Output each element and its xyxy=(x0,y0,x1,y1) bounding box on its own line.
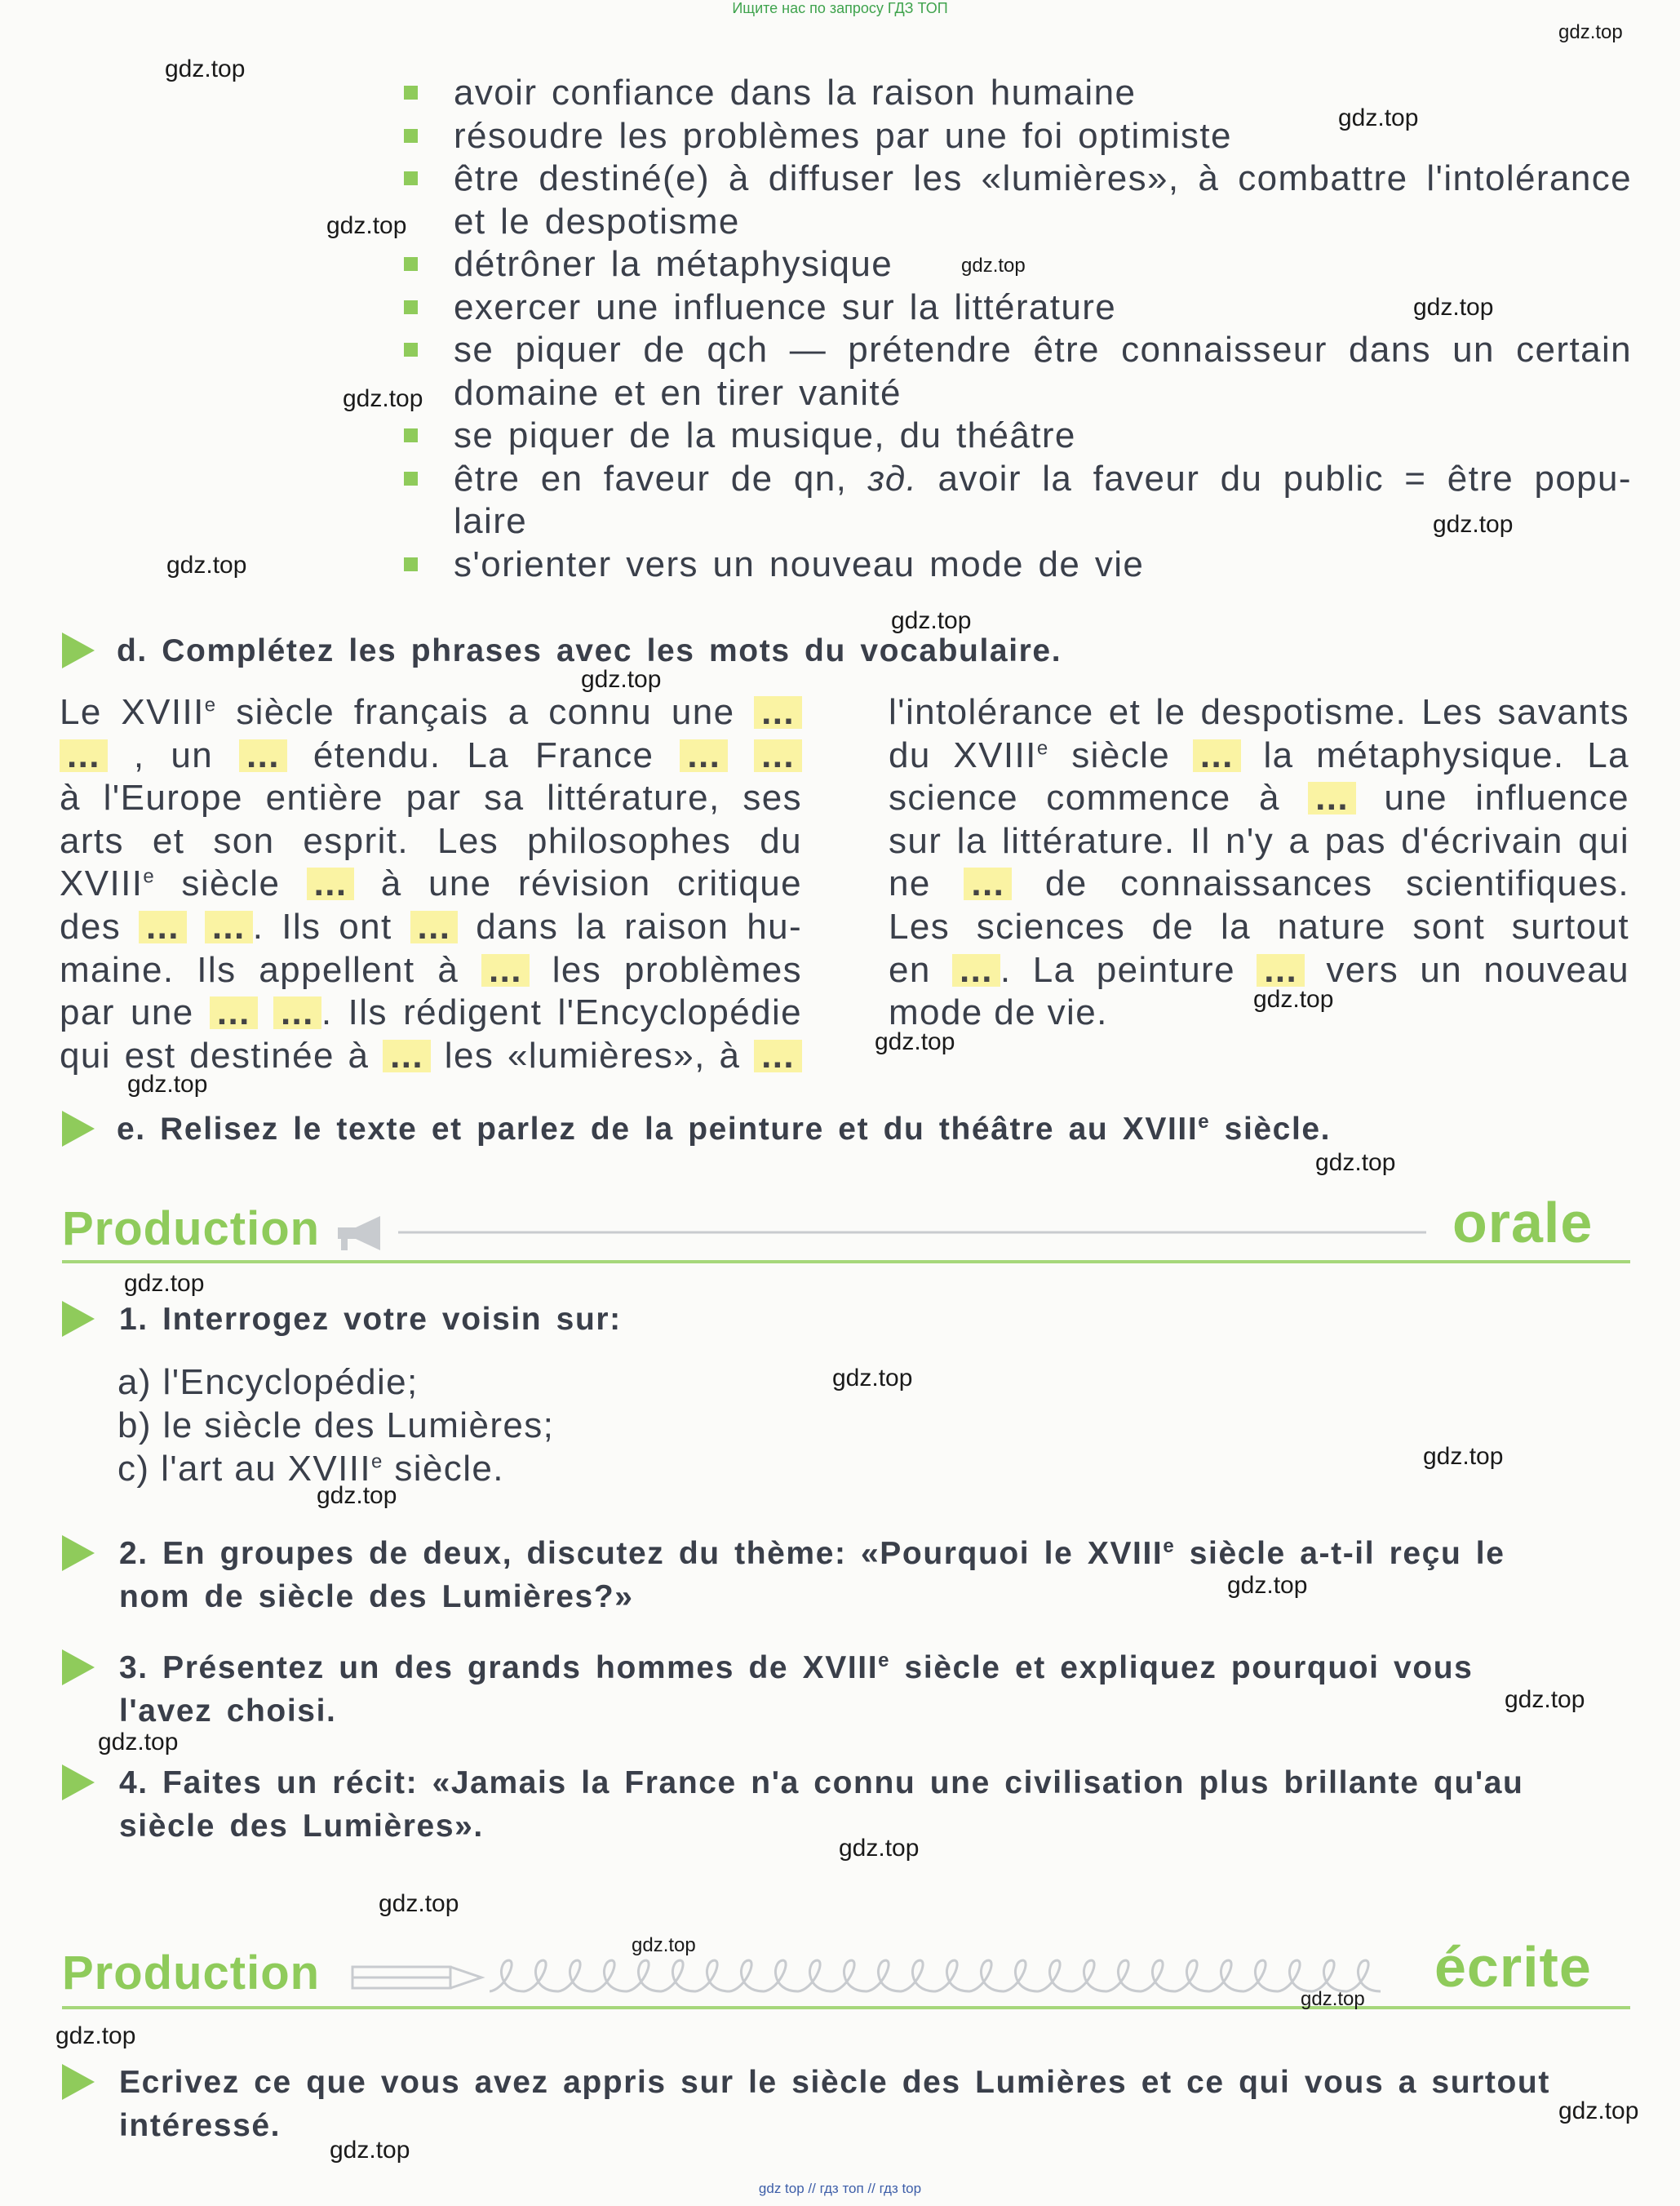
watermark: gdz.top xyxy=(1413,294,1494,321)
watermark: gdz.top xyxy=(55,2022,136,2049)
blank-gap[interactable]: ... xyxy=(307,868,355,900)
play-triangle-icon xyxy=(62,2064,95,2100)
blank-gap[interactable]: ... xyxy=(754,696,802,729)
blank-gap[interactable]: ... xyxy=(754,739,802,772)
watermark: gdz.top xyxy=(317,1482,397,1509)
task-2-line2: nom de siècle des Lumières?» xyxy=(119,1579,634,1614)
play-triangle-icon xyxy=(62,633,95,668)
list-item: se piquer de qch — prétendre être connaisseur dans un certain xyxy=(400,329,1632,372)
production-orale-left: Production xyxy=(62,1202,321,1255)
blank-gap[interactable]: ... xyxy=(410,911,459,943)
play-triangle-icon xyxy=(62,1535,95,1571)
writing-task-line2: intéressé. xyxy=(119,2108,281,2143)
question-c: c) l'art au XVIIIe siècle. xyxy=(117,1449,504,1489)
writing-task: Ecrivez ce que vous avez appris sur le siècle des Lumières et ce qui vous a surtout xyxy=(119,2065,1550,2100)
watermark: gdz.top xyxy=(165,55,246,82)
blank-gap[interactable]: ... xyxy=(952,954,1000,987)
production-orale-right: orale xyxy=(1452,1191,1594,1254)
list-item: être en faveur de qn, зд. avoir la faveur du public = être popu- xyxy=(400,458,1632,501)
watermark: gdz.top xyxy=(1301,1988,1365,2010)
blank-gap[interactable]: ... xyxy=(139,911,187,943)
bullet-square-icon xyxy=(404,343,418,357)
bullet-square-icon xyxy=(404,300,418,314)
handwriting-decoration xyxy=(490,1951,1403,2008)
pencil-icon xyxy=(351,1957,490,1998)
blank-gap[interactable]: ... xyxy=(383,1040,431,1072)
list-item: se piquer de la musique, du théâtre xyxy=(400,415,1632,458)
production-ecrite-left: Production xyxy=(62,1946,321,2000)
list-item: être destiné(e) à diffuser les «lumières», à combattre l'intolérance xyxy=(400,158,1632,201)
task-4-line2: siècle des Lumières». xyxy=(119,1809,484,1844)
blank-gap[interactable]: ... xyxy=(205,911,253,943)
text-column-right: l'intolérance et le despotisme. Les savants du XVIIIe siècle ... la métaphysique. La science commence à ... une influence sur la littérature. Il n'y a pas d'écrivain qui ne ... de connaissances scientifiques. Les sciences de la nature sont surtout en ... . La peinture ... vers un nouveau mode de vie. xyxy=(889,692,1630,1033)
watermark: gdz.top xyxy=(379,1890,459,1917)
blank-gap[interactable]: ... xyxy=(964,868,1012,900)
watermark: gdz.top xyxy=(1227,1572,1308,1599)
bullet-square-icon xyxy=(404,86,418,100)
watermark: gdz.top xyxy=(124,1270,205,1297)
footer-links[interactable]: gdz top // гдз топ // гдз top xyxy=(758,2181,922,2196)
play-triangle-icon xyxy=(62,1764,95,1800)
blank-gap[interactable]: ... xyxy=(481,954,530,987)
task-1-title: 1. Interrogez votre voisin sur: xyxy=(119,1302,622,1337)
blank-gap[interactable]: ... xyxy=(1257,954,1305,987)
list-item-continuation: et le despotisme xyxy=(454,201,740,242)
megaphone-icon xyxy=(333,1213,392,1254)
list-item: s'orienter vers un nouveau mode de vie xyxy=(400,544,1632,587)
watermark: gdz.top xyxy=(326,212,407,239)
question-b: b) le siècle des Lumières; xyxy=(117,1405,555,1445)
text-column-left: Le XVIIIe siècle français a connu une ... ... , un ... étendu. La France ... ... à l'Europe entière par sa littérature, ses arts et son esprit. Les philosophes du XVIIIe siècle ... à une révision critique des ... ... . Ils ont ... dans la raison hu- maine. Ils appellent à ... les problèmes par une ... ... . Ils rédigent l'Encyclopédie qui est destinée à ... les «lumières», à ... xyxy=(60,692,803,1076)
bullet-square-icon xyxy=(404,472,418,486)
task-d-title: d. Complétez les phrases avec les mots du vocabulaire. xyxy=(117,633,1062,668)
watermark: gdz.top xyxy=(632,1934,696,1956)
watermark: gdz.top xyxy=(839,1835,920,1862)
list-item-continuation: laire xyxy=(454,501,528,541)
play-triangle-icon xyxy=(62,1649,95,1685)
blank-gap[interactable]: ... xyxy=(210,996,258,1029)
watermark: gdz.top xyxy=(343,385,423,412)
watermark: gdz.top xyxy=(1505,1686,1585,1713)
blank-gap[interactable]: ... xyxy=(754,1040,802,1072)
watermark: gdz.top xyxy=(1423,1443,1504,1470)
blank-gap[interactable]: ... xyxy=(1308,782,1356,814)
watermark: gdz.top xyxy=(581,666,662,693)
watermark: gdz.top xyxy=(1253,986,1334,1013)
watermark: gdz.top xyxy=(1338,104,1419,131)
bullet-square-icon xyxy=(404,428,418,442)
section-divider xyxy=(62,2006,1630,2009)
task-2-title: 2. En groupes de deux, discutez du thème: «Pourquoi le XVIIIe siècle a-t-il reçu le xyxy=(119,1535,1505,1571)
watermark: gdz.top xyxy=(127,1071,208,1098)
list-item-continuation: domaine et en tirer vanité xyxy=(454,372,902,413)
watermark: gdz.top xyxy=(832,1365,913,1392)
watermark: gdz.top xyxy=(1433,511,1514,538)
bullet-square-icon xyxy=(404,257,418,271)
list-item: avoir confiance dans la raison humaine xyxy=(400,72,1632,115)
task-3-line2: l'avez choisi. xyxy=(119,1693,337,1729)
blank-gap[interactable]: ... xyxy=(239,739,287,772)
watermark: gdz.top xyxy=(98,1729,179,1755)
list-item: résoudre les problèmes par une foi optimiste xyxy=(400,115,1632,158)
play-triangle-icon xyxy=(62,1111,95,1147)
search-banner[interactable]: Ищите нас по запросу ГДЗ ТОП xyxy=(732,0,948,16)
bullet-square-icon xyxy=(404,171,418,185)
bullet-square-icon xyxy=(404,129,418,143)
vocabulary-list xyxy=(400,72,1632,586)
watermark: gdz.top xyxy=(1558,2097,1639,2124)
question-a: a) l'Encyclopédie; xyxy=(117,1362,419,1402)
blank-gap[interactable]: ... xyxy=(680,739,728,772)
task-4-title: 4. Faites un récit: «Jamais la France n'a connu une civilisation plus brillante qu'au xyxy=(119,1765,1524,1800)
task-e-title: e. Relisez le texte et parlez de la peinture et du théâtre au XVIIIe siècle. xyxy=(117,1111,1332,1147)
watermark: gdz.top xyxy=(961,255,1026,277)
sound-wave-decoration xyxy=(398,1208,1434,1257)
list-item: détrôner la métaphysique xyxy=(400,243,1632,286)
blank-gap[interactable]: ... xyxy=(1193,739,1241,772)
task-3-title: 3. Présentez un des grands hommes de XVIIIe siècle et expliquez pourquoi vous xyxy=(119,1649,1474,1685)
play-triangle-icon xyxy=(62,1301,95,1337)
production-ecrite-right: écrite xyxy=(1434,1935,1592,1999)
watermark: gdz.top xyxy=(891,607,972,634)
watermark: gdz.top xyxy=(330,2137,410,2164)
blank-gap[interactable]: ... xyxy=(273,996,321,1029)
section-divider xyxy=(62,1260,1630,1263)
watermark: gdz.top xyxy=(1558,21,1623,43)
watermark: gdz.top xyxy=(1315,1149,1396,1176)
list-item: exercer une influence sur la littérature xyxy=(400,286,1632,330)
watermark: gdz.top xyxy=(875,1028,955,1055)
watermark: gdz.top xyxy=(166,552,247,579)
bullet-square-icon xyxy=(404,557,418,571)
blank-gap[interactable]: ... xyxy=(60,739,108,772)
